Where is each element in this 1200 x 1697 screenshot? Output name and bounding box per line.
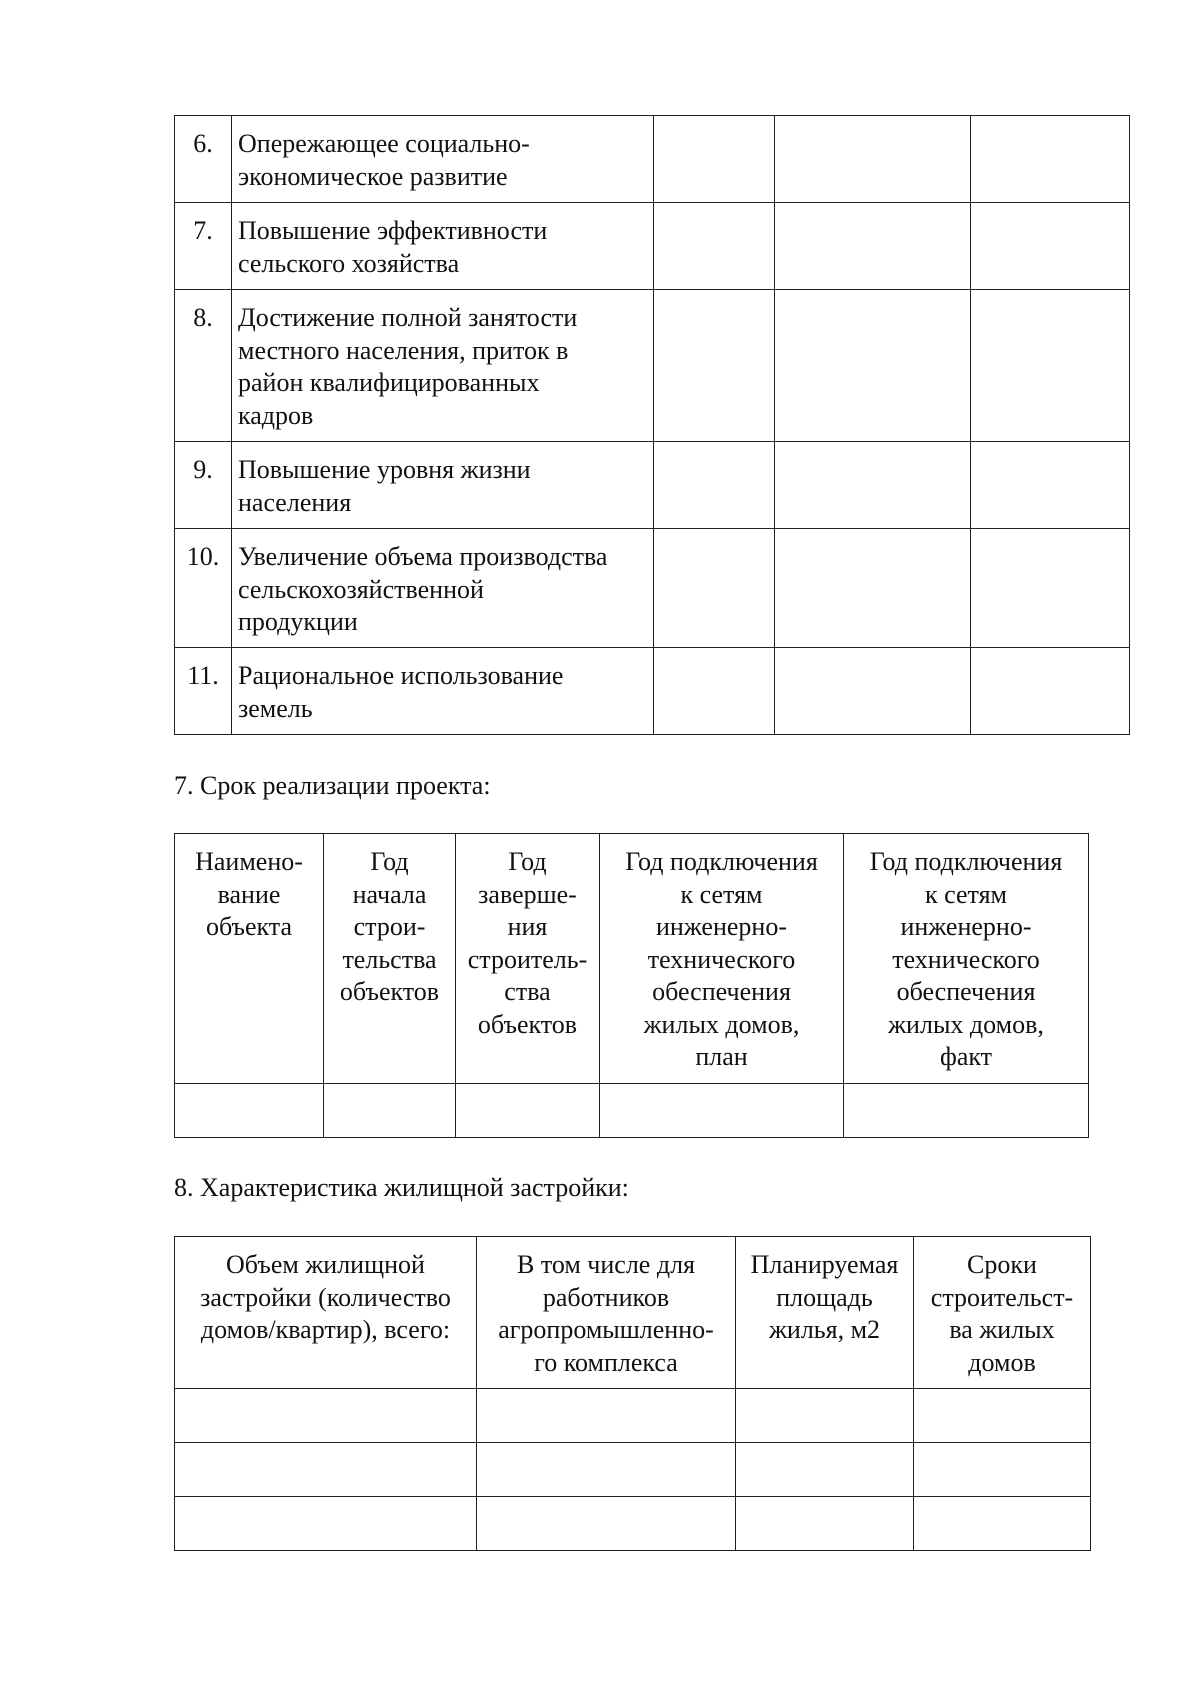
empty-cell bbox=[736, 1443, 914, 1497]
empty-cell bbox=[775, 290, 971, 442]
table-header-row bbox=[175, 1237, 1091, 1389]
empty-cell bbox=[736, 1389, 914, 1443]
table-row bbox=[175, 1497, 1091, 1551]
row-number: 7. bbox=[175, 203, 232, 290]
section-7-heading: 7. Срок реализации проекта: bbox=[174, 771, 491, 800]
empty-cell bbox=[654, 290, 775, 442]
empty-cell bbox=[736, 1497, 914, 1551]
table-row bbox=[175, 529, 1130, 648]
empty-cell bbox=[971, 203, 1130, 290]
table-row bbox=[175, 290, 1130, 442]
row-text: Достижение полной занятости местного населения, приток в район квалифицированных кадров bbox=[232, 290, 654, 442]
table-row bbox=[175, 442, 1130, 529]
table-row bbox=[175, 648, 1130, 735]
empty-cell bbox=[654, 442, 775, 529]
table-row bbox=[175, 1084, 1089, 1138]
empty-cell bbox=[775, 529, 971, 648]
row-number: 8. bbox=[175, 290, 232, 442]
column-header: Год подключения к сетям инженерно- технического обеспечения жилых домов, план bbox=[600, 834, 844, 1084]
empty-cell bbox=[175, 1497, 477, 1551]
empty-cell bbox=[775, 203, 971, 290]
column-header: Планируемая площадь жилья, м2 bbox=[736, 1237, 914, 1389]
section-8-heading: 8. Характеристика жилищной застройки: bbox=[174, 1173, 629, 1202]
row-text: Опережающее социально- экономическое развитие bbox=[232, 116, 654, 203]
column-header: В том числе для работников агропромышленно- го комплекса bbox=[477, 1237, 736, 1389]
table-header-row bbox=[175, 834, 1089, 1084]
empty-cell bbox=[654, 648, 775, 735]
empty-cell bbox=[775, 116, 971, 203]
row-text: Повышение эффективности сельского хозяйства bbox=[232, 203, 654, 290]
empty-cell bbox=[971, 290, 1130, 442]
row-number: 6. bbox=[175, 116, 232, 203]
empty-cell bbox=[654, 529, 775, 648]
empty-cell bbox=[971, 648, 1130, 735]
empty-cell bbox=[775, 648, 971, 735]
table-row bbox=[175, 1389, 1091, 1443]
column-header: Наимено- вание объекта bbox=[175, 834, 324, 1084]
column-header: Объем жилищной застройки (количество домов/квартир), всего: bbox=[175, 1237, 477, 1389]
empty-cell bbox=[175, 1389, 477, 1443]
empty-cell bbox=[175, 1084, 324, 1138]
row-number: 10. bbox=[175, 529, 232, 648]
goals-table bbox=[174, 115, 1130, 735]
row-text: Повышение уровня жизни населения bbox=[232, 442, 654, 529]
row-number: 11. bbox=[175, 648, 232, 735]
column-header: Сроки строительст- ва жилых домов bbox=[914, 1237, 1091, 1389]
empty-cell bbox=[600, 1084, 844, 1138]
project-timeline-table bbox=[174, 833, 1089, 1138]
empty-cell bbox=[914, 1389, 1091, 1443]
column-header: Год подключения к сетям инженерно- технического обеспечения жилых домов, факт bbox=[844, 834, 1089, 1084]
empty-cell bbox=[324, 1084, 456, 1138]
table-row bbox=[175, 116, 1130, 203]
empty-cell bbox=[914, 1497, 1091, 1551]
empty-cell bbox=[971, 442, 1130, 529]
row-number: 9. bbox=[175, 442, 232, 529]
empty-cell bbox=[477, 1389, 736, 1443]
empty-cell bbox=[175, 1443, 477, 1497]
empty-cell bbox=[477, 1497, 736, 1551]
column-header: Год начала строи- тельства объектов bbox=[324, 834, 456, 1084]
empty-cell bbox=[477, 1443, 736, 1497]
empty-cell bbox=[844, 1084, 1089, 1138]
empty-cell bbox=[775, 442, 971, 529]
empty-cell bbox=[654, 116, 775, 203]
column-header: Год заверше- ния строитель- ства объектов bbox=[456, 834, 600, 1084]
empty-cell bbox=[456, 1084, 600, 1138]
row-text: Рациональное использование земель bbox=[232, 648, 654, 735]
empty-cell bbox=[971, 529, 1130, 648]
empty-cell bbox=[914, 1443, 1091, 1497]
empty-cell bbox=[971, 116, 1130, 203]
table-row bbox=[175, 203, 1130, 290]
housing-characteristics-table bbox=[174, 1236, 1091, 1551]
table-row bbox=[175, 1443, 1091, 1497]
empty-cell bbox=[654, 203, 775, 290]
row-text: Увеличение объема производства сельскохозяйственной продукции bbox=[232, 529, 654, 648]
